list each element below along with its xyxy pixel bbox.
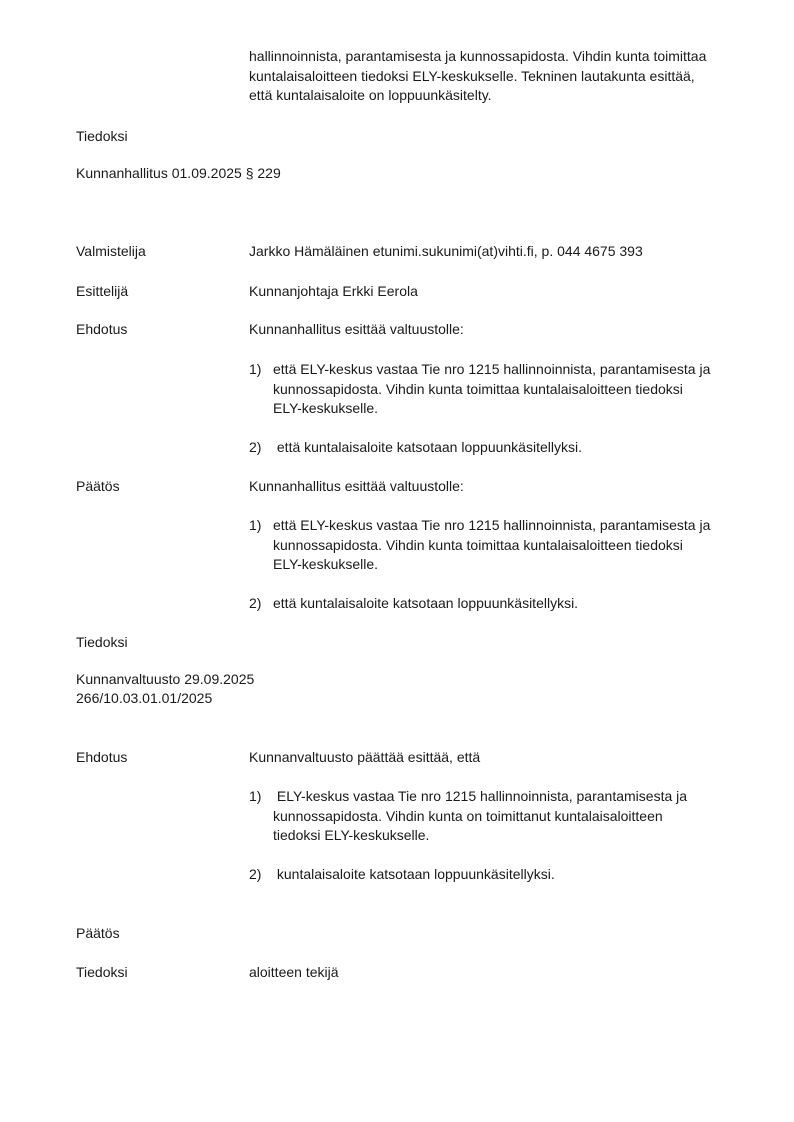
list-line: ELY-keskus vastaa Tie nro 1215 hallinnoinnista, parantamisesta ja	[273, 788, 688, 804]
list-line: kunnossapidosta. Vihdin kunta toimittaa kuntalaisaloitteen tiedoksi	[273, 536, 683, 553]
valmistelija-value: Jarkko Hämäläinen etunimi.sukunimi(at)vihti.fi, p. 044 4675 393	[249, 243, 643, 259]
ehdotus-intro: Kunnanvaltuusto päättää esittää, että	[249, 749, 481, 765]
list-number: 1)	[249, 788, 262, 804]
intro-line: että kuntalaisaloite on loppuunkäsitelty.	[249, 87, 492, 103]
list-number: 1)	[249, 361, 262, 377]
list-line: että ELY-keskus vastaa Tie nro 1215 hallinnoinnista, parantamisesta ja	[273, 361, 711, 377]
valmistelija-label: Valmistelija	[76, 243, 146, 259]
list-line: että kuntalaisaloite katsotaan loppuunkäsitellyksi.	[273, 595, 579, 611]
tiedoksi-label: Tiedoksi	[76, 634, 128, 650]
ehdotus-label: Ehdotus	[76, 321, 128, 337]
tiedoksi-label: Tiedoksi	[76, 964, 128, 980]
list-line: kunnossapidosta. Vihdin kunta toimittaa kuntalaisaloitteen tiedoksi	[273, 380, 683, 397]
intro-line: hallinnoinnista, parantamisesta ja kunnossapidosta. Vihdin kunta toimittaa	[249, 48, 707, 64]
tiedoksi-label: Tiedoksi	[76, 128, 128, 144]
list-line: että kuntalaisaloite katsotaan loppuunkäsitellyksi.	[273, 439, 582, 455]
list-line: kunnossapidosta. Vihdin kunta on toimittanut kuntalaisaloitteen	[273, 807, 663, 824]
meeting-heading: Kunnanvaltuusto 29.09.2025	[76, 671, 255, 687]
intro-paragraph	[249, 47, 749, 106]
tiedoksi-value: aloitteen tekijä	[249, 964, 339, 980]
list-number: 2)	[249, 439, 262, 455]
list-line: kuntalaisaloite katsotaan loppuunkäsitellyksi.	[273, 866, 555, 882]
paatos-label: Päätös	[76, 478, 120, 494]
list-number: 2)	[249, 866, 262, 882]
ehdotus-intro: Kunnanhallitus esittää valtuustolle:	[249, 321, 464, 337]
meeting-heading: Kunnanhallitus 01.09.2025 § 229	[76, 165, 281, 181]
esittelija-value: Kunnanjohtaja Erkki Eerola	[249, 283, 418, 299]
list-number: 1)	[249, 517, 262, 533]
list-line: ELY-keskukselle.	[273, 400, 379, 416]
list-line: ELY-keskukselle.	[273, 556, 379, 572]
list-number: 2)	[249, 595, 262, 611]
paatos-intro: Kunnanhallitus esittää valtuustolle:	[249, 478, 464, 494]
intro-line: kuntalaisaloitteen tiedoksi ELY-keskukselle. Tekninen lautakunta esittää,	[249, 67, 695, 84]
ehdotus-label: Ehdotus	[76, 749, 128, 765]
list-line: että ELY-keskus vastaa Tie nro 1215 hallinnoinnista, parantamisesta ja	[273, 517, 711, 533]
list-line: tiedoksi ELY-keskukselle.	[273, 827, 430, 843]
esittelija-label: Esittelijä	[76, 283, 129, 299]
record-number: 266/10.03.01.01/2025	[76, 690, 213, 706]
paatos-label: Päätös	[76, 925, 120, 941]
